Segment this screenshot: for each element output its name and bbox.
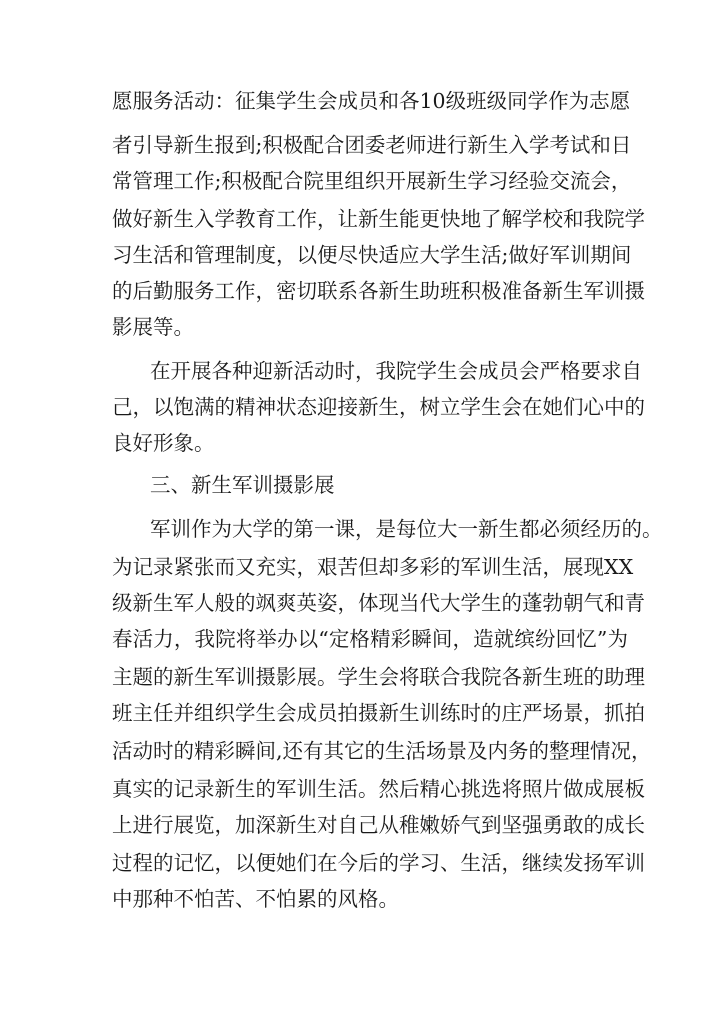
text-line: 愿服务活动：征集学生会成员和各10级班级同学作为志愿	[112, 89, 631, 113]
text-line: 中那种不怕苦、不怕累的风格。	[112, 887, 399, 911]
text-line: 做好新生入学教育工作，让新生能更快地了解学校和我院学	[112, 207, 645, 231]
text-line: 春活力，我院将举办以“定格精彩瞬间，造就缤纷回忆”为	[112, 627, 628, 651]
text-line: 影展等。	[112, 315, 194, 339]
text-line: 主题的新生军训摄影展。学生会将联合我院各新生班的助理	[112, 665, 645, 689]
text-line: 习生活和管理制度，以便尽快适应大学生活;做好军训期间	[112, 243, 632, 267]
text-line: 过程的记忆，以便她们在今后的学习、生活，继续发扬军训	[112, 851, 645, 875]
section-heading: 三、新生军训摄影展	[150, 473, 335, 497]
text-line: 的后勤服务工作，密切联系各新生助班积极准备新生军训摄	[112, 279, 645, 303]
text-line: 班主任并组织学生会成员拍摄新生训练时的庄严场景，抓拍	[112, 701, 645, 725]
text-line: 在开展各种迎新活动时，我院学生会成员会严格要求自	[150, 359, 642, 383]
text-line: 真实的记录新生的军训生活。然后精心挑选将照片做成展板	[112, 777, 645, 801]
text-line: 为记录紧张而又充实，艰苦但却多彩的军训生活，展现XX	[112, 555, 634, 579]
text-line: 常管理工作;积极配合院里组织开展新生学习经验交流会，	[112, 169, 632, 193]
text-line: 者引导新生报到;积极配合团委老师进行新生入学考试和日	[112, 133, 632, 157]
text-line: 活动时的精彩瞬间,还有其它的生活场景及内务的整理情况，	[112, 739, 652, 763]
text-line: 己，以饱满的精神状态迎接新生，树立学生会在她们心中的	[112, 395, 645, 419]
text-line: 上进行展览，加深新生对自己从稚嫩娇气到坚强勇敢的成长	[112, 813, 645, 837]
text-line: 良好形象。	[112, 431, 215, 455]
text-line: 级新生军人般的飒爽英姿，体现当代大学生的蓬勃朝气和青	[112, 591, 645, 615]
text-line: 军训作为大学的第一课，是每位大一新生都必须经历的。	[150, 517, 663, 541]
